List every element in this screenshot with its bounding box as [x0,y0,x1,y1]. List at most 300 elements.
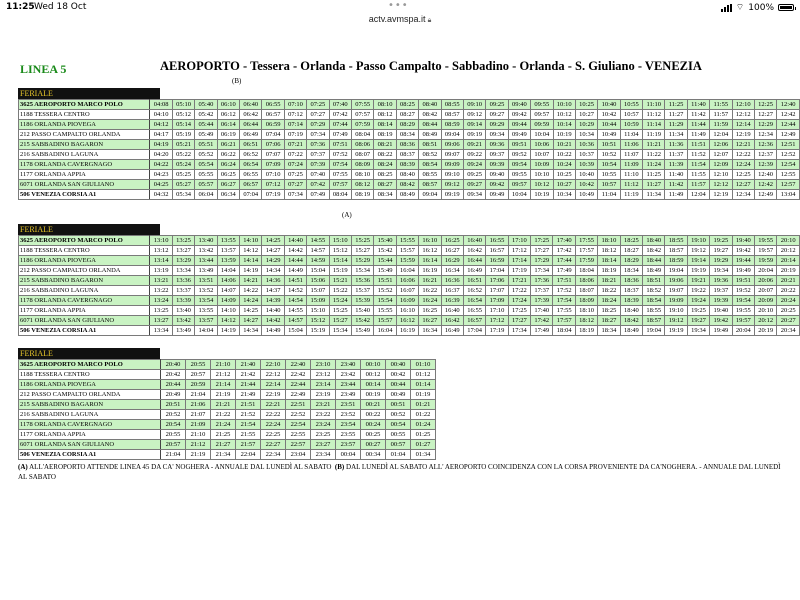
departure-time: 21:10 [186,430,211,440]
departure-time: 08:14 [374,120,396,130]
departure-time: 19:49 [710,326,732,336]
departure-time: 04:23 [150,170,172,180]
departure-time: 21:06 [186,400,211,410]
departure-time: 23:34 [311,450,336,460]
departure-time: 19:24 [687,296,709,306]
departure-time: 16:21 [419,276,441,286]
departure-time: 17:34 [531,266,553,276]
departure-time: 07:22 [284,150,306,160]
departure-time: 10:39 [575,160,597,170]
timetable-block-afternoon [18,224,800,336]
departure-time: 09:10 [463,100,485,110]
departure-time: 21:57 [236,440,261,450]
departure-time: 07:25 [307,100,329,110]
table-row [19,450,436,460]
departure-time: 18:25 [620,236,642,246]
departure-time: 09:49 [486,190,508,200]
table-row [19,420,436,430]
departure-time: 20:09 [755,296,777,306]
departure-time: 17:59 [575,256,597,266]
departure-time: 06:19 [217,130,239,140]
departure-time: 12:55 [777,170,800,180]
departure-time: 09:37 [486,150,508,160]
departure-time: 08:07 [351,150,373,160]
departure-time: 21:42 [236,370,261,380]
departure-time: 10:21 [553,140,575,150]
departure-time: 01:19 [411,390,436,400]
departure-time: 18:27 [598,316,620,326]
departure-time: 09:40 [508,100,530,110]
stop-name: 212 PASSO CAMPALTO ORLANDA [19,266,150,276]
departure-time: 17:51 [553,276,575,286]
table-row [19,326,800,336]
departure-time: 05:14 [172,120,194,130]
departure-time: 18:57 [643,316,665,326]
departure-time: 23:24 [311,420,336,430]
departure-time: 18:36 [620,276,642,286]
departure-time: 10:10 [531,170,553,180]
departure-time: 08:34 [374,190,396,200]
departure-time: 08:49 [396,190,418,200]
departure-time: 10:37 [575,150,597,160]
departure-time: 14:57 [284,316,306,326]
departure-time: 21:21 [211,400,236,410]
departure-time: 10:49 [598,130,620,140]
departure-time: 01:27 [411,440,436,450]
departure-time: 16:10 [419,236,441,246]
departure-time: 11:10 [620,170,642,180]
departure-time: 15:27 [351,246,373,256]
departure-time: 18:49 [620,326,642,336]
note-b-text: DAL LUNEDÌ AL SABATO ALL' AEROPORTO COINCIDENZA CON LA CORSA PROVENIENTE DA CA'NOGHERA. - ANNUALE DAL LUNEDÌ AL SABATO [18,463,781,481]
stop-name: 3625 AEROPORTO MARCO POLO [19,360,161,370]
departure-time: 01:04 [386,450,411,460]
departure-time: 23:52 [336,410,361,420]
departure-time: 17:49 [531,326,553,336]
departure-time: 11:39 [665,160,687,170]
departure-time: 08:04 [351,130,373,140]
departure-time: 13:42 [195,246,217,256]
departure-time: 21:54 [236,420,261,430]
departure-time: 20:07 [755,286,777,296]
departure-time: 19:19 [665,326,687,336]
departure-time: 07:27 [284,180,306,190]
stop-name: 506 VENEZIA CORSIA A1 [19,326,150,336]
departure-time: 23:14 [311,380,336,390]
stop-name: 1188 TESSERA CENTRO [19,110,150,120]
departure-time: 15:37 [351,286,373,296]
stop-name: 6071 ORLANDA SAN GIULIANO [19,180,150,190]
departure-time: 15:19 [307,326,329,336]
departure-time: 20:49 [161,390,186,400]
stop-name: 1188 TESSERA CENTRO [19,370,161,380]
departure-time: 13:10 [150,236,172,246]
departure-time: 08:55 [419,170,441,180]
departure-time: 19:21 [687,276,709,286]
departure-time: 11:25 [643,170,665,180]
departure-time: 08:52 [419,150,441,160]
table-row [19,160,800,170]
departure-time: 15:36 [351,276,373,286]
departure-time: 18:54 [643,296,665,306]
departure-time: 14:44 [284,256,306,266]
departure-time: 14:42 [284,246,306,256]
departure-time: 07:57 [329,180,351,190]
departure-time: 11:37 [665,150,687,160]
departure-time: 13:42 [172,316,194,326]
departure-time: 15:51 [374,276,396,286]
departure-time: 17:27 [508,316,530,326]
departure-time: 07:12 [284,110,306,120]
departure-time: 07:51 [329,140,351,150]
departure-time: 11:55 [687,170,709,180]
departure-time: 20:10 [777,236,800,246]
departure-time: 00:42 [386,370,411,380]
departure-time: 14:36 [262,276,284,286]
note-a-text: ALL'AEROPORTO ATTENDE LINEA 45 DA CA' NOGHERA - ANNUALE DAL LUNEDÌ AL SABATO [29,463,332,471]
departure-time: 12:27 [732,180,754,190]
table-row [19,440,436,450]
departure-time: 20:14 [777,256,800,266]
departure-time: 19:40 [710,306,732,316]
departure-time: 10:36 [575,140,597,150]
note-marker-b: (B) [232,77,242,85]
departure-time: 10:44 [598,120,620,130]
departure-time: 21:52 [236,410,261,420]
departure-time: 09:44 [508,120,530,130]
departure-time: 19:36 [710,276,732,286]
departure-time: 09:21 [463,140,485,150]
departure-time: 16:52 [463,286,485,296]
battery-percent: 100% [748,2,774,13]
departure-time: 07:55 [329,170,351,180]
departure-time: 09:07 [441,150,463,160]
departure-time: 22:54 [286,420,311,430]
departure-time: 18:55 [665,236,687,246]
departure-time: 19:10 [687,236,709,246]
departure-time: 09:22 [463,150,485,160]
departure-time: 21:04 [161,450,186,460]
departure-time: 08:36 [396,140,418,150]
departure-time: 16:54 [463,296,485,306]
departure-time: 18:55 [643,306,665,316]
departure-time: 01:25 [411,430,436,440]
departure-time: 23:57 [336,440,361,450]
departure-time: 18:12 [575,316,597,326]
table-row [19,370,436,380]
departure-time: 18:07 [575,286,597,296]
departure-time: 00:44 [386,380,411,390]
departure-time: 19:37 [710,286,732,296]
departure-time: 14:12 [240,246,262,256]
departure-time: 11:59 [710,120,732,130]
table-row [19,286,800,296]
departure-time: 00:24 [361,420,386,430]
departure-time: 05:51 [195,140,217,150]
departure-time: 20:51 [161,400,186,410]
stop-name: 1178 ORLANDA CAVERGNAGO [19,296,150,306]
departure-time: 23:12 [311,370,336,380]
departure-time: 15:49 [374,266,396,276]
departure-time: 08:09 [351,160,373,170]
departure-time: 01:14 [411,380,436,390]
url-bar[interactable] [0,14,800,26]
departure-time: 19:07 [665,286,687,296]
departure-time: 07:49 [307,190,329,200]
departure-time: 19:51 [732,276,754,286]
departure-time: 17:19 [486,326,508,336]
departure-time: 16:40 [441,306,463,316]
table-row [19,180,800,190]
departure-time: 14:34 [262,266,284,276]
status-time: 11:25 [6,2,35,12]
departure-time: 17:12 [508,246,530,256]
departure-time: 09:04 [419,190,441,200]
departure-time: 08:55 [441,100,463,110]
departure-time: 08:29 [396,120,418,130]
departure-time: 20:22 [777,286,800,296]
stop-name: 1188 TESSERA CENTRO [19,246,150,256]
departure-time: 18:37 [620,286,642,296]
departure-time: 13:27 [150,316,172,326]
departure-time: 15:52 [374,286,396,296]
departure-time: 04:12 [150,120,172,130]
departure-time: 08:12 [374,110,396,120]
cellular-signal-icon [721,4,732,12]
departure-time: 15:42 [374,246,396,256]
departure-time: 14:21 [240,276,262,286]
departure-time: 01:21 [411,400,436,410]
departure-time: 14:59 [307,256,329,266]
departure-time: 00:04 [336,450,361,460]
stop-name: 1177 ORLANDA APPIA [19,306,150,316]
departure-time: 15:42 [351,316,373,326]
departure-time: 21:27 [211,440,236,450]
departure-time: 19:09 [665,296,687,306]
departure-time: 06:25 [217,170,239,180]
departure-time: 19:12 [687,246,709,256]
departure-time: 19:10 [665,306,687,316]
departure-time: 11:57 [710,110,732,120]
departure-time: 00:34 [361,450,386,460]
departure-time: 20:57 [186,370,211,380]
departure-time: 14:25 [262,236,284,246]
departure-time: 19:34 [710,266,732,276]
departure-time: 23:51 [336,400,361,410]
departure-time: 12:10 [732,100,754,110]
departure-time: 00:40 [386,360,411,370]
departure-time: 17:25 [531,236,553,246]
departure-time: 23:54 [336,420,361,430]
departure-time: 07:07 [262,150,284,160]
departure-time: 10:25 [553,170,575,180]
departure-time: 10:34 [575,130,597,140]
departure-time: 23:22 [311,410,336,420]
departure-time: 06:12 [217,110,239,120]
departure-time: 11:51 [687,140,709,150]
departure-time: 16:37 [441,286,463,296]
departure-time: 08:49 [419,130,441,140]
departure-time: 08:44 [419,120,441,130]
departure-time: 10:40 [575,170,597,180]
departure-time: 21:14 [211,380,236,390]
departure-time: 13:55 [195,306,217,316]
departure-time: 12:21 [732,140,754,150]
table-row [19,400,436,410]
departure-time: 06:24 [217,160,239,170]
departure-time: 18:42 [620,316,642,326]
departure-time: 16:22 [419,286,441,296]
departure-time: 12:04 [687,190,709,200]
timetable-block-evening [18,348,436,460]
departure-time: 15:24 [329,296,351,306]
departure-time: 09:12 [441,180,463,190]
departure-time: 11:07 [620,150,642,160]
departure-time: 17:34 [508,326,530,336]
departure-time: 12:12 [732,110,754,120]
departure-time: 11:22 [643,150,665,160]
departure-time: 22:34 [261,450,286,460]
departure-time: 09:49 [508,130,530,140]
departure-time: 20:10 [755,306,777,316]
departure-time: 16:55 [486,236,508,246]
departure-time: 11:09 [620,160,642,170]
departure-time: 11:44 [687,120,709,130]
departure-time: 05:49 [195,130,217,140]
departure-time: 20:12 [755,316,777,326]
departure-time: 19:55 [732,306,754,316]
departure-time: 13:59 [217,256,239,266]
departure-time: 14:07 [217,286,239,296]
departure-time: 15:04 [284,326,306,336]
departure-time: 15:44 [374,256,396,266]
departure-time: 14:04 [195,326,217,336]
departure-time: 00:55 [386,430,411,440]
departure-time: 16:10 [396,306,418,316]
timetable [18,359,436,460]
departure-time: 08:10 [374,100,396,110]
departure-time: 10:24 [553,160,575,170]
departure-time: 09:09 [441,160,463,170]
departure-time: 14:27 [240,316,262,326]
departure-time: 01:34 [411,450,436,460]
departure-time: 13:27 [172,246,194,256]
departure-time: 17:06 [486,276,508,286]
departure-time: 08:25 [374,170,396,180]
departure-time: 11:25 [665,100,687,110]
departure-time: 16:12 [419,246,441,256]
departure-time: 00:12 [361,370,386,380]
departure-time: 05:55 [195,170,217,180]
stop-name: 1178 ORLANDA CAVERGNAGO [19,160,150,170]
departure-time: 21:19 [211,390,236,400]
departure-time: 06:40 [240,100,262,110]
departure-time: 14:24 [240,296,262,306]
departure-time: 08:10 [351,170,373,180]
departure-time: 14:04 [217,266,239,276]
departure-time: 09:42 [508,110,530,120]
departure-time: 16:34 [419,326,441,336]
departure-time: 16:40 [463,236,485,246]
departure-time: 17:42 [553,246,575,256]
departure-time: 15:14 [329,256,351,266]
departure-time: 20:55 [186,360,211,370]
departure-time: 07:19 [262,190,284,200]
departure-time: 09:24 [463,160,485,170]
departure-time: 11:40 [687,100,709,110]
note-b-label: (B) [334,463,345,471]
departure-time: 23:44 [336,380,361,390]
departure-time: 14:22 [240,286,262,296]
departure-time: 16:59 [486,256,508,266]
departure-time: 09:27 [486,110,508,120]
departure-time: 15:10 [307,306,329,316]
departure-time: 17:36 [531,276,553,286]
table-row [19,266,800,276]
stop-name: 212 PASSO CAMPALTO ORLANDA [19,130,150,140]
departure-time: 05:44 [195,120,217,130]
departure-time: 20:44 [161,380,186,390]
departure-time: 15:40 [374,236,396,246]
departure-time: 15:25 [351,236,373,246]
departure-time: 17:44 [553,256,575,266]
departure-time: 23:49 [336,390,361,400]
departure-time: 12:37 [754,150,776,160]
departure-time: 09:06 [441,140,463,150]
departure-time: 08:40 [396,170,418,180]
departure-time: 07:55 [351,100,373,110]
table-row [19,296,800,306]
departure-time: 13:19 [150,266,172,276]
departure-time: 11:19 [643,130,665,140]
departure-time: 00:57 [386,440,411,450]
departure-time: 10:52 [598,150,620,160]
departure-time: 14:10 [240,236,262,246]
more-dots-icon[interactable]: ••• [388,0,409,11]
departure-time: 16:36 [441,276,463,286]
departure-time: 19:57 [755,246,777,256]
stop-name: 3625 AEROPORTO MARCO POLO [19,236,150,246]
departure-time: 06:34 [217,190,239,200]
departure-time: 11:42 [665,180,687,190]
departure-time: 21:25 [211,430,236,440]
departure-time: 14:12 [217,316,239,326]
departure-time: 13:37 [172,286,194,296]
departure-time: 18:09 [575,296,597,306]
table-row [19,130,800,140]
departure-time: 12:34 [754,130,776,140]
departure-time: 11:19 [620,190,642,200]
departure-time: 18:25 [598,306,620,316]
departure-time: 11:49 [687,130,709,140]
departure-time: 15:54 [374,296,396,306]
departure-time: 09:34 [486,130,508,140]
departure-time: 06:22 [217,150,239,160]
departure-time: 08:21 [374,140,396,150]
departure-time: 10:42 [598,110,620,120]
departure-time: 11:04 [598,190,620,200]
departure-time: 20:19 [777,266,800,276]
departure-time: 10:07 [531,150,553,160]
departure-time: 05:12 [172,110,194,120]
departure-time: 12:04 [710,130,732,140]
departure-time: 16:57 [486,246,508,256]
departure-time: 12:44 [777,120,800,130]
departure-time: 19:52 [732,286,754,296]
departure-time: 20:06 [755,276,777,286]
departure-time: 18:40 [620,306,642,316]
departure-time: 08:34 [396,130,418,140]
